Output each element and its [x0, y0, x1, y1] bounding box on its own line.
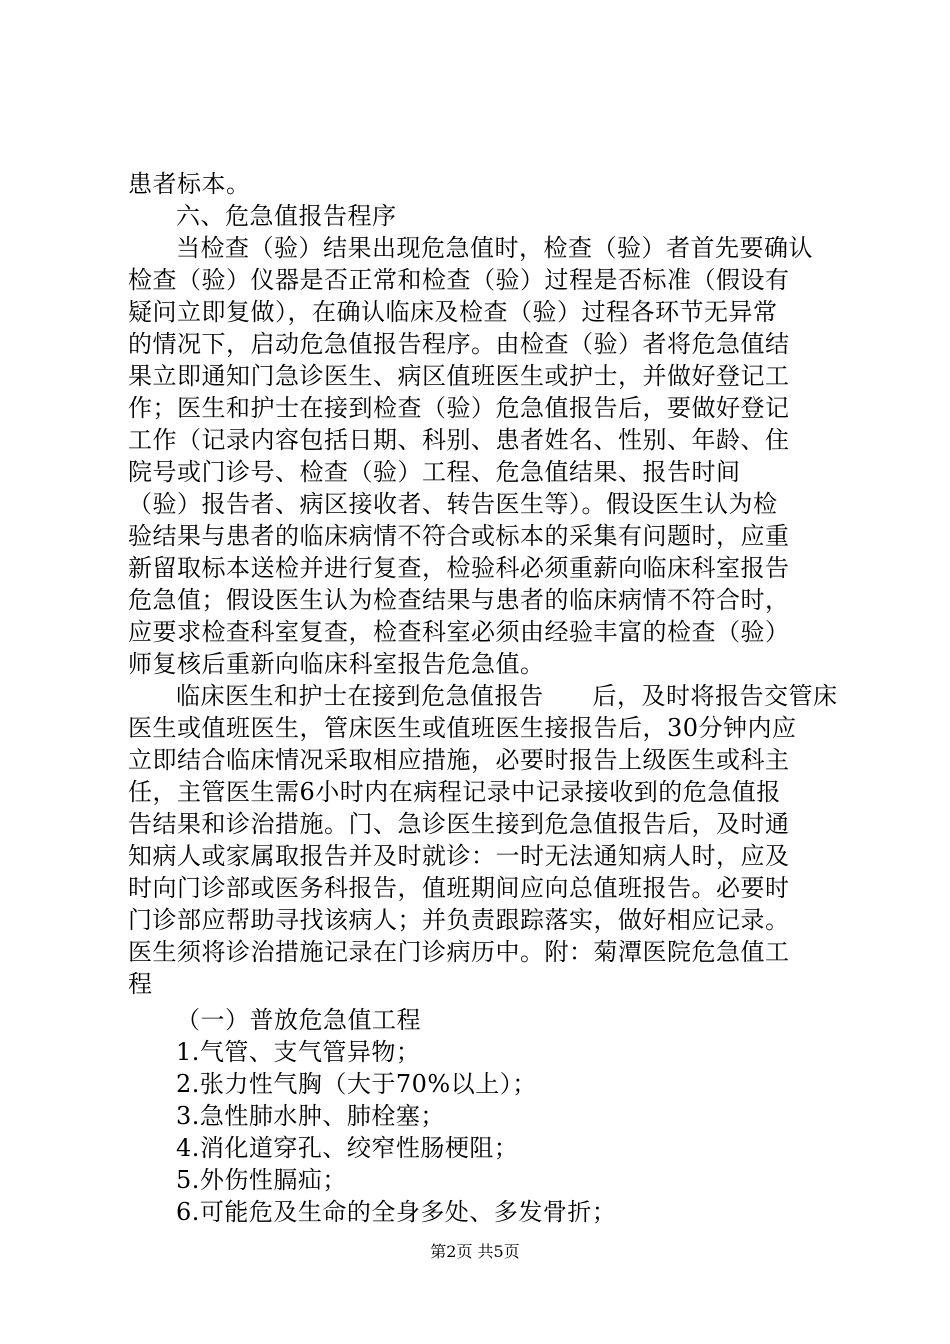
paragraph-line: （验）报告者、病区接收者、转告医生等）。假设医生认为检: [128, 490, 778, 518]
paragraph-line: 应要求检查科室复查，检查科室必须由经验丰富的检查（验）: [128, 618, 790, 646]
list-item: 1.气管、支气管异物；: [176, 1038, 421, 1066]
paragraph-line: 任，主管医生需6小时内在病程记录中记录接收到的危急值报: [128, 778, 781, 806]
list-item: 3.急性肺水肿、肺栓塞；: [176, 1102, 445, 1130]
list-item: 4.消化道穿孔、绞窄性肠梗阻；: [176, 1134, 519, 1162]
paragraph-line: 程: [128, 970, 153, 998]
paragraph-line: 果立即通知门急诊医生、病区值班医生或护士，并做好登记工: [128, 362, 790, 390]
list-item: 5.外伤性膈疝；: [176, 1166, 347, 1194]
paragraph-line: 师复核后重新向临床科室报告危急值。: [128, 650, 545, 678]
paragraph-line: 新留取标本送检并进行复查，检验科必须重薪向临床科室报告: [128, 554, 790, 582]
paragraph-line: 疑问立即复做），在确认临床及检查（验）过程各环节无异常: [128, 298, 778, 326]
paragraph-line: 医生或值班医生，管床医生或值班医生接报告后，30分钟内应: [128, 714, 797, 742]
section-heading: 六、危急值报告程序: [176, 202, 397, 230]
paragraph-line: 门诊部应帮助寻找该病人；并负责跟踪落实，做好相应记录。: [128, 906, 790, 934]
subheading: （一）普放危急值工程: [176, 1006, 421, 1034]
paragraph-line: 工作（记录内容包括日期、科别、患者姓名、性别、年龄、住: [128, 426, 790, 454]
paragraph-line: 告结果和诊治措施。门、急诊医生接到危急值报告后，及时通: [128, 810, 790, 838]
paragraph-line: 院号或门诊号、检查（验）工程、危急值结果、报告时间: [128, 458, 741, 486]
paragraph-line: 医生须将诊治措施记录在门诊病历中。附：菊潭医院危急值工: [128, 938, 790, 966]
paragraph-line: 当检查（验）结果出现危急值时，检查（验）者首先要确认: [176, 234, 813, 262]
list-item: 6.可能危及生命的全身多处、多发骨折；: [176, 1198, 617, 1226]
paragraph-line: 危急值；假设医生认为检查结果与患者的临床病情不符合时，: [128, 586, 790, 614]
paragraph-line: 作；医生和护士在接到检查（验）危急值报告后，要做好登记: [128, 394, 790, 422]
paragraph-line: 临床医生和护士在接到危急值报告 后，及时将报告交管床: [176, 682, 838, 710]
paragraph-line: 的情况下，启动危急值报告程序。由检查（验）者将危急值结: [128, 330, 790, 358]
paragraph-line: 立即结合临床情况采取相应措施，必要时报告上级医生或科主: [128, 746, 790, 774]
paragraph-line: 检查（验）仪器是否正常和检查（验）过程是否标准（假设有: [128, 266, 790, 294]
paragraph-line: 验结果与患者的临床病情不符合或标本的采集有问题时，应重: [128, 522, 790, 550]
list-item: 2.张力性气胸（大于70%以上）；: [176, 1070, 537, 1098]
page-footer: 第2页 共5页: [430, 1242, 520, 1261]
paragraph-line: 时向门诊部或医务科报告，值班期间应向总值班报告。必要时: [128, 874, 790, 902]
paragraph-line: 患者标本。: [128, 170, 251, 198]
document-body: [128, 168, 838, 1228]
paragraph-line: 知病人或家属取报告并及时就诊：一时无法通知病人时，应及: [128, 842, 790, 870]
